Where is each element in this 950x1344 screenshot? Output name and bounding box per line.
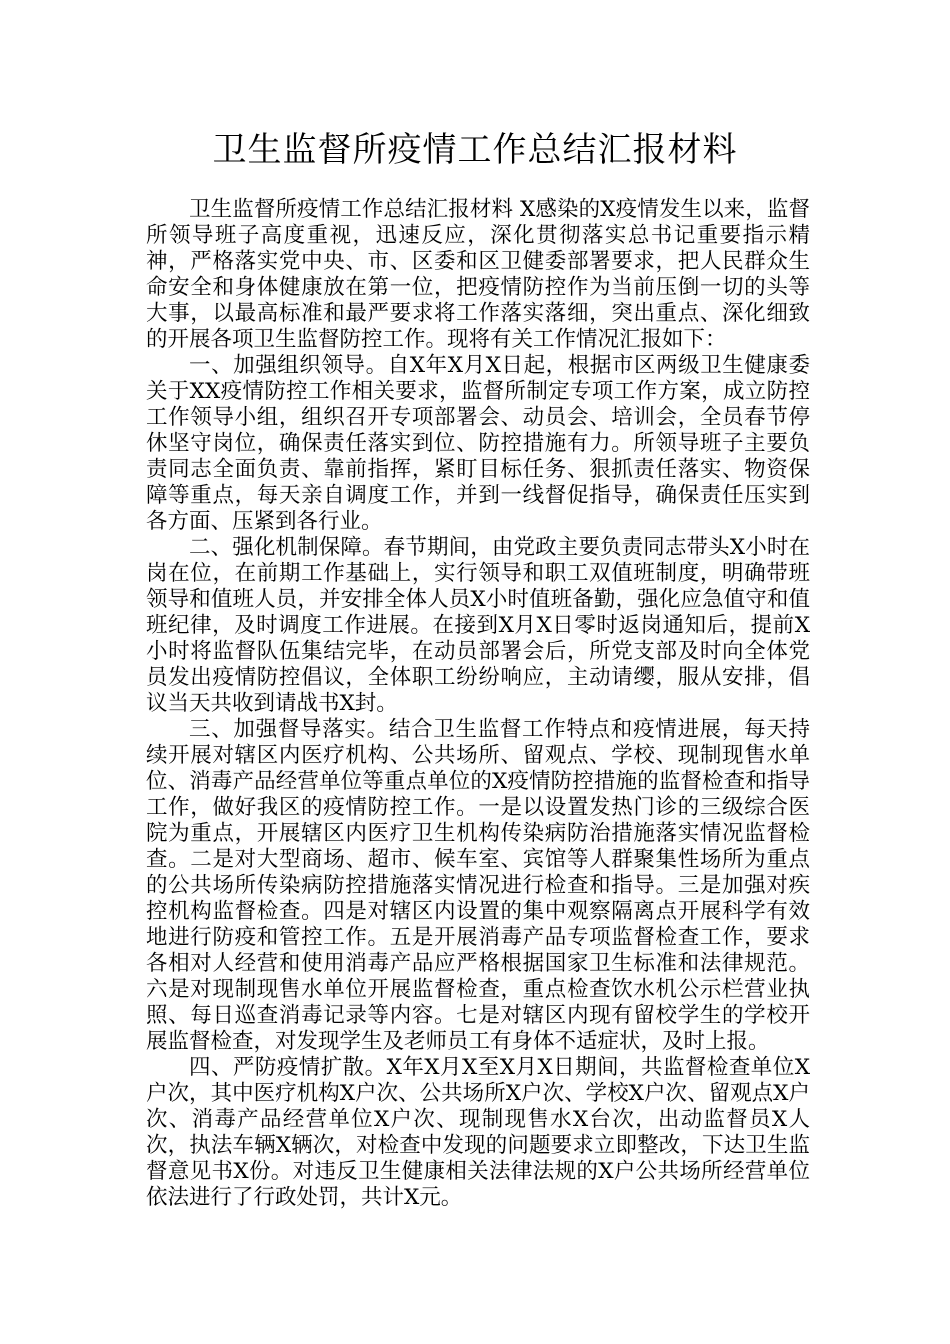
document-body (146, 197, 810, 1211)
paragraph-prevention: 四、严防疫情扩散。X年X月X至X月X日期间，共监督检查单位X户次，其中医疗机构X户次、公共场所X户次、学校X户次、留观点X户次、消毒产品经营单位X户次、现制现售水X台次，出动监督员X人次，执法车辆X辆次，对检查中发现的问题要求立即整改，下达卫生监督意见书X份。对违反卫生健康相关法律法规的X户公共场所经营单位依法进行了行政处罚，共计X元。 (146, 1055, 810, 1210)
paragraph-intro: 卫生监督所疫情工作总结汇报材料 X感染的X疫情发生以来，监督所领导班子高度重视，迅速反应，深化贯彻落实总书记重要指示精神，严格落实党中央、市、区委和区卫健委部署要求，把人民群众生命安全和身体健康放在第一位，把疫情防控作为当前压倒一切的头等大事，以最高标准和最严要求将工作落实落细，突出重点、深化细致的开展各项卫生监督防控工作。现将有关工作情况汇报如下： (146, 197, 810, 352)
paragraph-organization: 一、加强组织领导。自X年X月X日起，根据市区两级卫生健康委关于XX疫情防控工作相关要求，监督所制定专项工作方案，成立防控工作领导小组，组织召开专项部署会、动员会、培训会，全员春节停休坚守岗位，确保责任落实到位、防控措施有力。所领导班子主要负责同志全面负责、靠前指挥，紧盯目标任务、狠抓责任落实、物资保障等重点，每天亲自调度工作，并到一线督促指导，确保责任压实到各方面、压紧到各行业。 (146, 353, 810, 534)
paragraph-supervision: 三、加强督导落实。结合卫生监督工作特点和疫情进展，每天持续开展对辖区内医疗机构、公共场所、留观点、学校、现制现售水单位、消毒产品经营单位等重点单位的X疫情防控措施的监督检查和指导工作，做好我区的疫情防控工作。一是以设置发热门诊的三级综合医院为重点，开展辖区内医疗卫生机构传染病防治措施落实情况监督检查。二是对大型商场、超市、候车室、宾馆等人群聚集性场所为重点的公共场所传染病防控措施落实情况进行检查和指导。三是加强对疾控机构监督检查。四是对辖区内设置的集中观察隔离点开展科学有效地进行防疫和管控工作。五是开展消毒产品专项监督检查工作，要求各相对人经营和使用消毒产品应严格根据国家卫生标准和法律规范。六是对现制现售水单位开展监督检查，重点检查饮水机公示栏营业执照、每日巡查消毒记录等内容。七是对辖区内现有留校学生的学校开展监督检查，对发现学生及老师员工有身体不适症状，及时上报。 (146, 717, 810, 1054)
paragraph-mechanism: 二、强化机制保障。春节期间，由党政主要负责同志带头X小时在岗在位，在前期工作基础上，实行领导和职工双值班制度，明确带班领导和值班人员，并安排全体人员X小时值班备勤，强化应急值守和值班纪律，及时调度工作进展。在接到X月X日零时返岗通知后，提前X小时将监督队伍集结完毕，在动员部署会后，所党支部及时向全体党员发出疫情防控倡议，全体职工纷纷响应，主动请缨，服从安排，倡议当天共收到请战书X封。 (146, 535, 810, 716)
document-title: 卫生监督所疫情工作总结汇报材料 (212, 130, 738, 170)
